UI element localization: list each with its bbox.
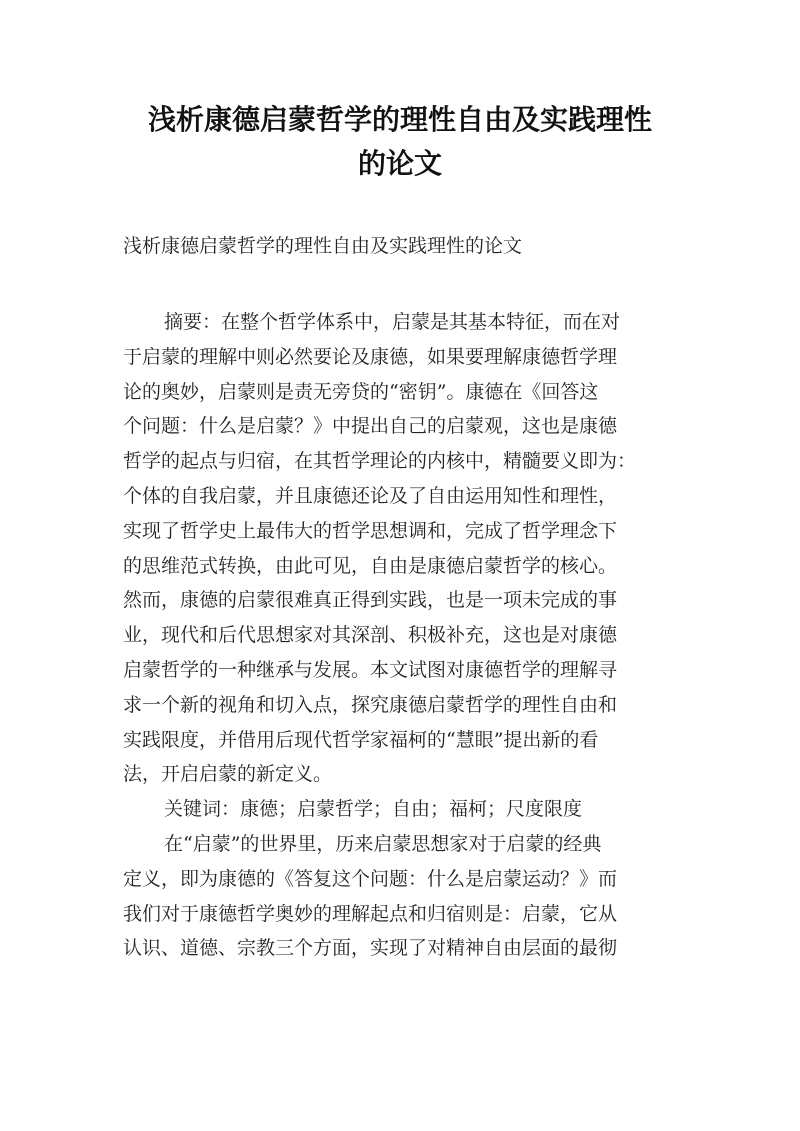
abstract-line: 业，现代和后代思想家对其深剖、积极补充，这也是对康德 [123, 624, 618, 647]
document-title [80, 98, 720, 186]
abstract-line: 的思维范式转换，由此可见，自由是康德启蒙哲学的核心。 [123, 554, 618, 577]
abstract-line: 然而，康德的启蒙很难真正得到实践，也是一项未完成的事 [123, 589, 618, 612]
abstract-line: 个问题：什么是启蒙？》中提出自己的启蒙观，这也是康德 [123, 415, 618, 438]
title-line-2: 的论文 [357, 147, 442, 180]
abstract-line: 求一个新的视角和切入点，探究康德启蒙哲学的理性自由和 [123, 693, 618, 716]
paragraph-line: 认识、道德、宗教三个方面，实现了对精神自由层面的最彻 [123, 937, 618, 960]
abstract-line: 哲学的起点与归宿，在其哲学理论的内核中，精髓要义即为： [123, 450, 637, 473]
abstract-line: 法，开启启蒙的新定义。 [123, 763, 333, 786]
title-line-1: 浅析康德启蒙哲学的理性自由及实践理性 [147, 103, 652, 136]
document-body [123, 305, 683, 966]
abstract-line: 实践限度，并借用后现代哲学家福柯的“慧眼”提出新的看 [123, 728, 599, 751]
paragraph-line: 定义，即为康德的《答复这个问题：什么是启蒙运动？》而 [123, 867, 618, 890]
abstract-line: 于启蒙的理解中则必然要论及康德，如果要理解康德哲学理 [123, 345, 618, 368]
keywords-line: 关键词：康德；启蒙哲学；自由；福柯；尺度限度 [164, 798, 583, 821]
paragraph-line: 我们对于康德哲学奥妙的理解起点和归宿则是：启蒙，它从 [123, 902, 618, 925]
abstract-line: 摘要：在整个哲学体系中，启蒙是其基本特征，而在对 [164, 311, 621, 333]
paragraph-line: 在“启蒙”的世界里，历来启蒙思想家对于启蒙的经典 [164, 832, 602, 855]
abstract-line: 启蒙哲学的一种继承与发展。本文试图对康德哲学的理解寻 [123, 658, 618, 681]
document-subtitle: 浅析康德启蒙哲学的理性自由及实践理性的论文 [123, 235, 523, 257]
abstract-line: 论的奥妙，启蒙则是责无旁贷的“密钥”。康德在《回答这 [123, 380, 599, 403]
abstract-line: 实现了哲学史上最伟大的哲学思想调和，完成了哲学理念下 [123, 519, 618, 542]
abstract-line: 个体的自我启蒙，并且康德还论及了自由运用知性和理性， [123, 484, 618, 507]
